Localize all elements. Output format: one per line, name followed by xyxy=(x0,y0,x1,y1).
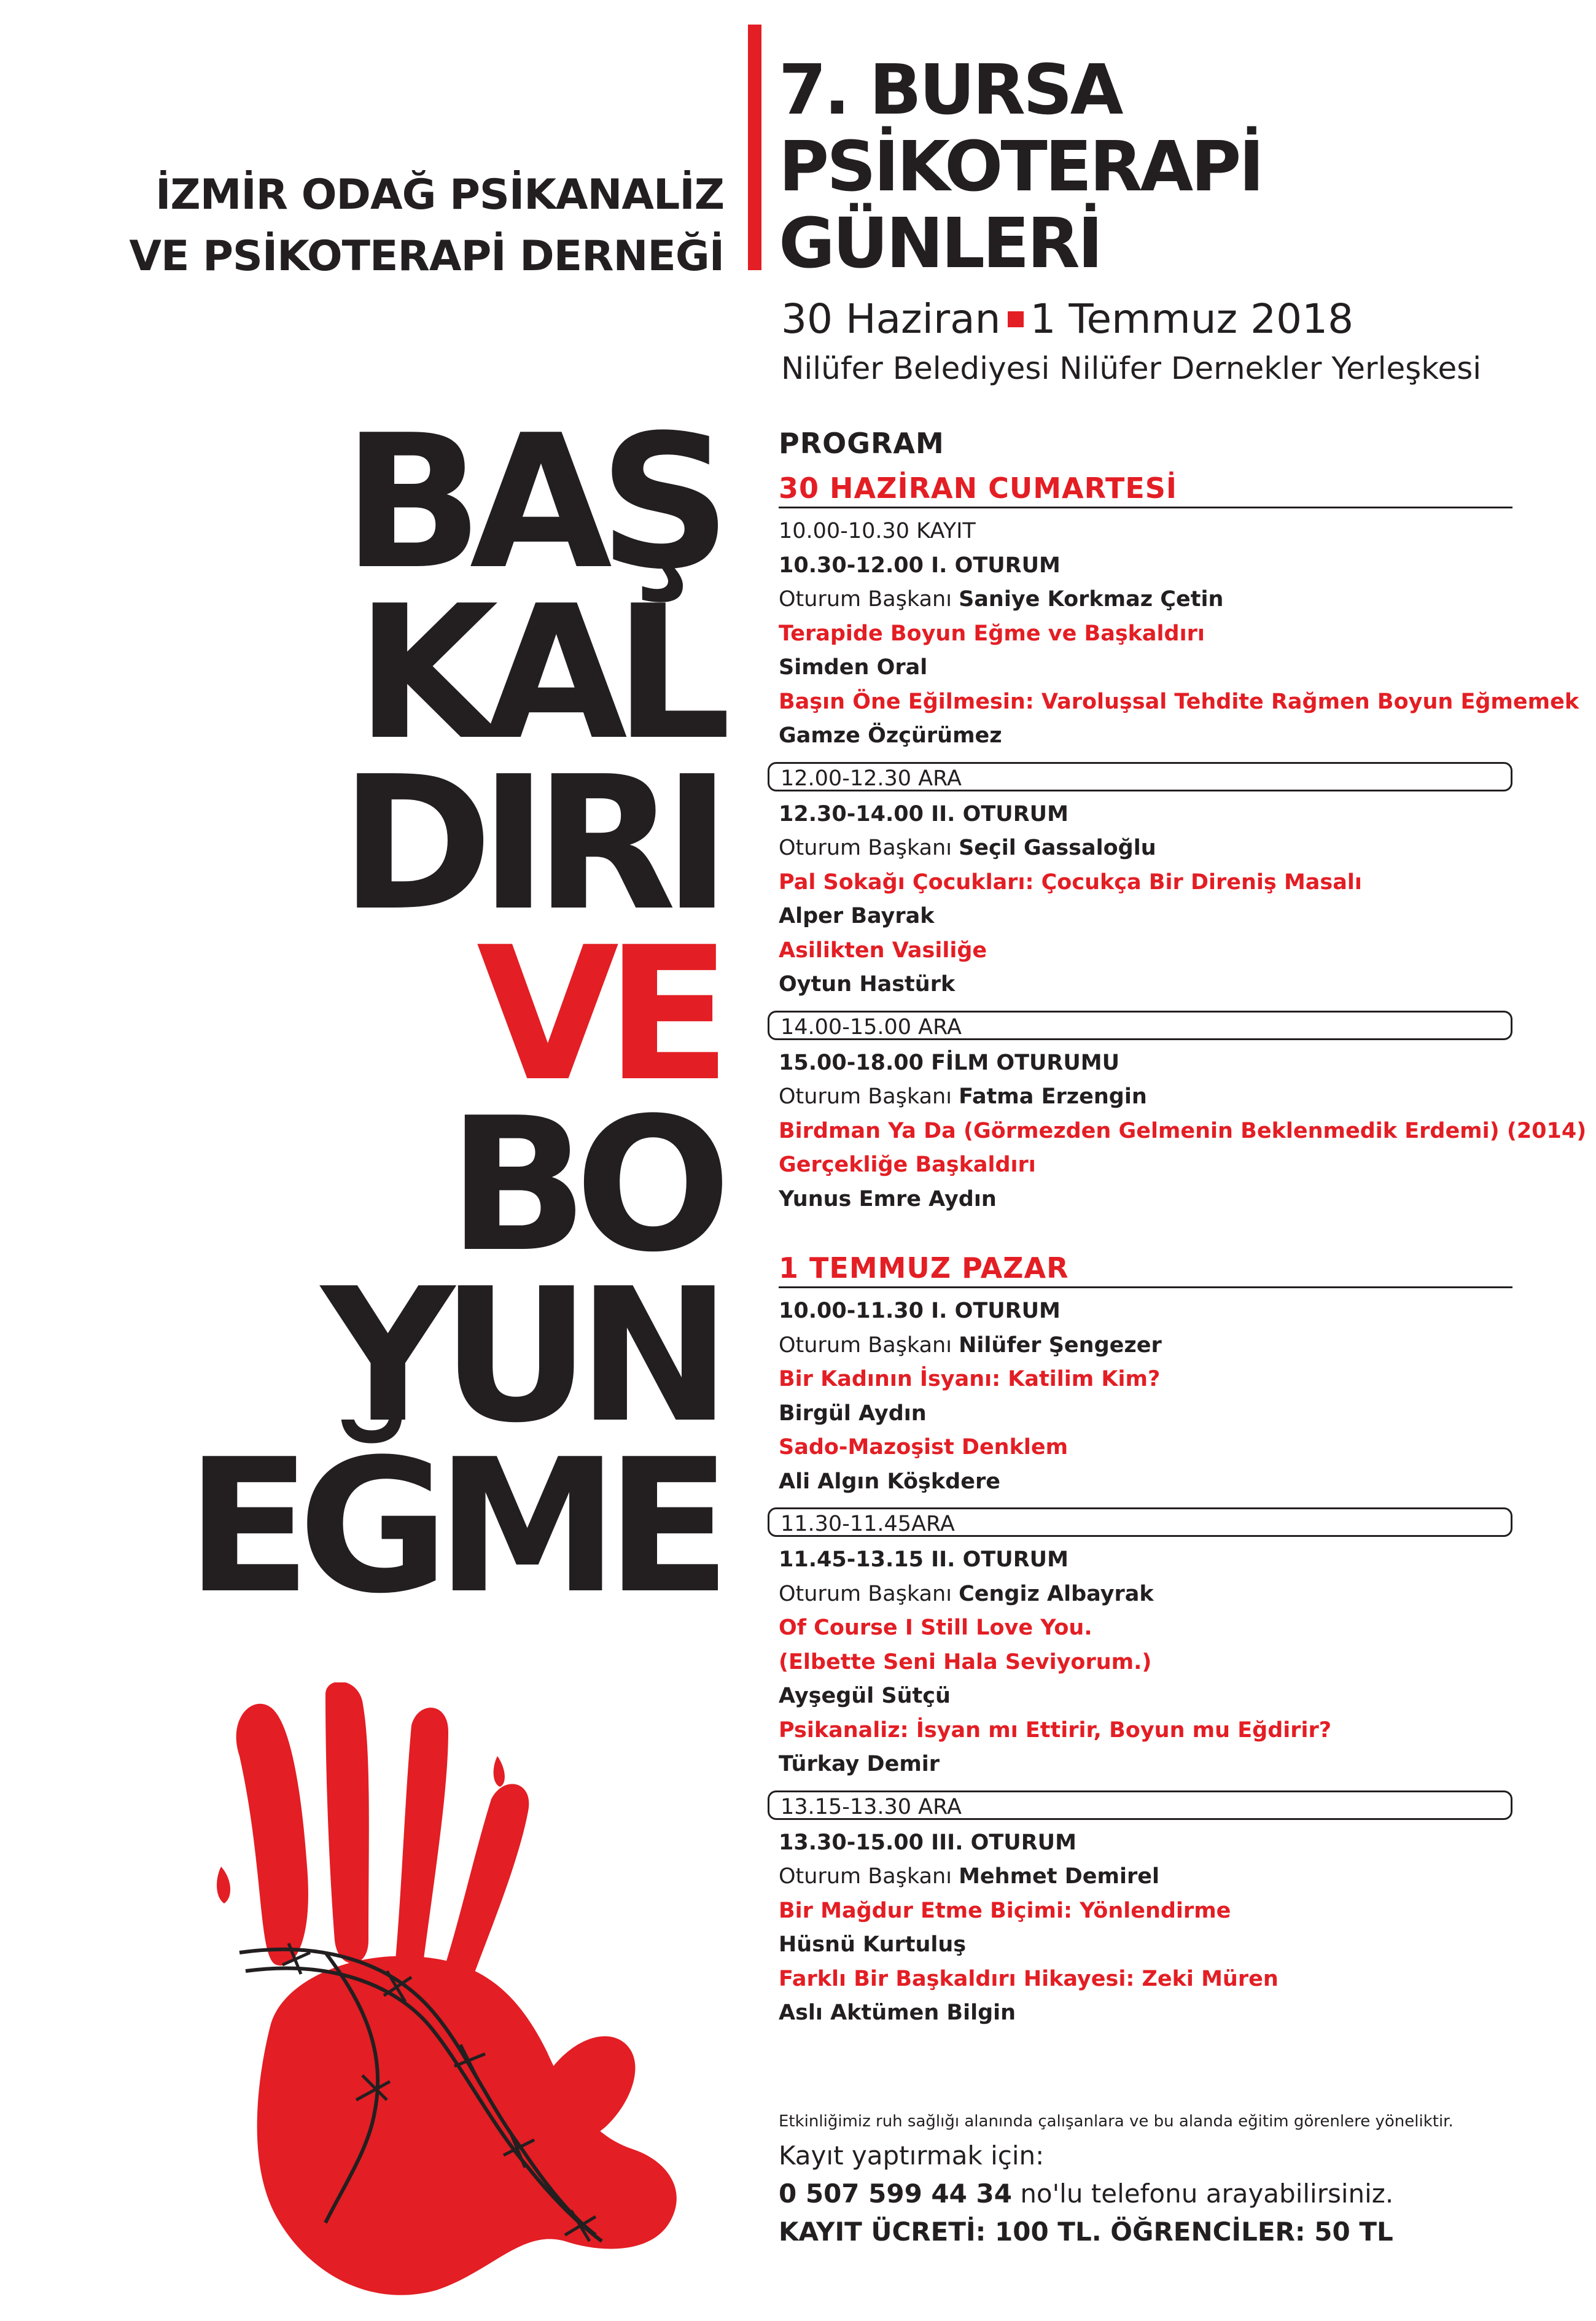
chair-prefix: Oturum Başkanı xyxy=(779,1332,952,1358)
speaker-name: Birgül Aydın xyxy=(779,1401,927,1426)
session-chair xyxy=(779,1329,1512,1363)
registration-phone-line xyxy=(779,2175,1516,2213)
title-line-7: EĞME xyxy=(185,1420,718,1634)
talk-title: Pal Sokağı Çocukları: Çocukça Bir Direniş Masalı xyxy=(779,869,1362,895)
footer xyxy=(779,2106,1516,2251)
chair-prefix: Oturum Başkanı xyxy=(779,587,952,612)
organizer-line-1: İZMİR ODAĞ PSİKANALİZ xyxy=(155,171,724,219)
talk-title: Gerçekliğe Başkaldırı xyxy=(779,1153,1036,1177)
program xyxy=(779,427,1587,2031)
square-separator-icon xyxy=(1008,311,1024,327)
day-2-heading: 1 TEMMUZ PAZAR xyxy=(779,1250,1512,1288)
speaker-name: Yunus Emre Aydın xyxy=(779,1186,997,1211)
event-title xyxy=(779,52,1262,282)
title-line-1: BAŞ xyxy=(343,395,718,610)
talk-title: Başın Öne Eğilmesin: Varoluşsal Tehdite Rağmen Boyun Eğmemek xyxy=(779,689,1579,714)
venue: Nilüfer Belediyesi Nilüfer Dernekler Yerleşkesi xyxy=(781,351,1482,386)
session-time: 10.00-11.30 I. OTURUM xyxy=(779,1299,1061,1323)
session-chair xyxy=(779,583,1512,617)
title-line-4: VE xyxy=(476,908,718,1122)
chair-prefix: Oturum Başkanı xyxy=(779,1084,952,1109)
chair-prefix: Oturum Başkanı xyxy=(779,1864,952,1889)
session-time: 12.30-14.00 II. OTURUM xyxy=(779,801,1069,826)
day-1-heading: 30 HAZİRAN CUMARTESİ xyxy=(779,470,1512,508)
poster-title xyxy=(185,395,718,1634)
session-time: 15.00-18.00 FİLM OTURUMU xyxy=(779,1050,1120,1075)
chair-prefix: Oturum Başkanı xyxy=(779,1581,952,1606)
registration-time: 10.00-10.30 KAYIT xyxy=(779,519,976,543)
title-line-6: YUN xyxy=(321,1249,718,1463)
break-box: 11.30-11.45ARA xyxy=(768,1507,1512,1537)
organizer-line-2: VE PSİKOTERAPİ DERNEĞİ xyxy=(129,232,724,281)
speaker-name: Oytun Hastürk xyxy=(779,972,956,997)
event-title-line-2: PSİKOTERAPİ xyxy=(779,127,1262,207)
event-title-line-3: GÜNLERİ xyxy=(779,204,1101,284)
chair-name: Mehmet Demirel xyxy=(959,1864,1159,1889)
session-chair xyxy=(779,1080,1512,1114)
organizer-name xyxy=(129,165,724,287)
session-chair xyxy=(779,1577,1512,1612)
speaker-name: Ayşegül Sütçü xyxy=(779,1684,951,1708)
session-time: 10.30-12.00 I. OTURUM xyxy=(779,553,1061,578)
title-line-5: BO xyxy=(448,1078,718,1293)
break-box: 12.00-12.30 ARA xyxy=(768,762,1512,791)
session-chair xyxy=(779,1860,1512,1894)
title-line-3: DIRI xyxy=(340,737,718,951)
break-box: 14.00-15.00 ARA xyxy=(768,1011,1512,1040)
header-divider xyxy=(748,25,761,270)
date-start: 30 Haziran xyxy=(781,295,1001,343)
speaker-name: Simden Oral xyxy=(779,655,928,680)
talk-title: Farklı Bir Başkaldırı Hikayesi: Zeki Müren xyxy=(779,1966,1279,1991)
registration-fee: KAYIT ÜCRETİ: 100 TL. ÖĞRENCİLER: 50 TL xyxy=(779,2217,1393,2247)
event-dates xyxy=(781,295,1353,344)
speaker-name: Türkay Demir xyxy=(779,1752,940,1776)
chair-name: Seçil Gassaloğlu xyxy=(959,836,1156,860)
talk-title: Bir Kadının İsyanı: Katilim Kim? xyxy=(779,1367,1161,1391)
title-line-2: KAL xyxy=(356,566,718,780)
session-chair xyxy=(779,831,1512,866)
date-end: 1 Temmuz 2018 xyxy=(1030,295,1354,343)
speaker-name: Gamze Özçürümez xyxy=(779,723,1002,748)
chair-name: Fatma Erzengin xyxy=(959,1084,1147,1109)
talk-title: Asilikten Vasiliğe xyxy=(779,938,987,963)
talk-title: Birdman Ya Da (Görmezden Gelmenin Beklenmedik Erdemi) (2014) xyxy=(779,1118,1587,1143)
talk-title: Bir Mağdur Etme Biçimi: Yönlendirme xyxy=(779,1898,1231,1923)
session-time: 13.30-15.00 III. OTURUM xyxy=(779,1830,1076,1855)
chair-prefix: Oturum Başkanı xyxy=(779,836,952,860)
phone-number: 0 507 599 44 34 xyxy=(779,2179,1012,2209)
speaker-name: Alper Bayrak xyxy=(779,904,935,928)
break-box: 13.15-13.30 ARA xyxy=(768,1790,1512,1820)
talk-title: (Elbette Seni Hala Seviyorum.) xyxy=(779,1649,1152,1674)
registration-label: Kayıt yaptırmak için: xyxy=(779,2140,1045,2171)
chair-name: Cengiz Albayrak xyxy=(959,1581,1154,1606)
session-time: 11.45-13.15 II. OTURUM xyxy=(779,1547,1069,1572)
red-hand-icon xyxy=(203,1682,694,2309)
talk-title: Psikanaliz: İsyan mı Ettirir, Boyun mu Eğdirir? xyxy=(779,1717,1332,1743)
chair-name: Nilüfer Şengezer xyxy=(959,1332,1162,1358)
day-spacer xyxy=(779,1216,1512,1250)
speaker-name: Aslı Aktümen Bilgin xyxy=(779,2000,1016,2025)
speaker-name: Ali Algın Köşkdere xyxy=(779,1469,1000,1494)
talk-title: Of Course I Still Love You. xyxy=(779,1615,1092,1640)
chair-name: Saniye Korkmaz Çetin xyxy=(959,587,1224,612)
event-title-line-1: 7. BURSA xyxy=(779,50,1121,130)
talk-title: Terapide Boyun Eğme ve Başkaldırı xyxy=(779,621,1205,646)
phone-suffix: no'lu telefonu arayabilirsiniz. xyxy=(1020,2179,1394,2209)
speaker-name: Hüsnü Kurtuluş xyxy=(779,1932,967,1957)
audience-note: Etkinliğimiz ruh sağlığı alanında çalışanlara ve bu alanda eğitim görenlere yöneliktir. xyxy=(779,2112,1454,2131)
program-heading: PROGRAM xyxy=(779,427,944,460)
talk-title: Sado-Mazoşist Denklem xyxy=(779,1435,1069,1460)
